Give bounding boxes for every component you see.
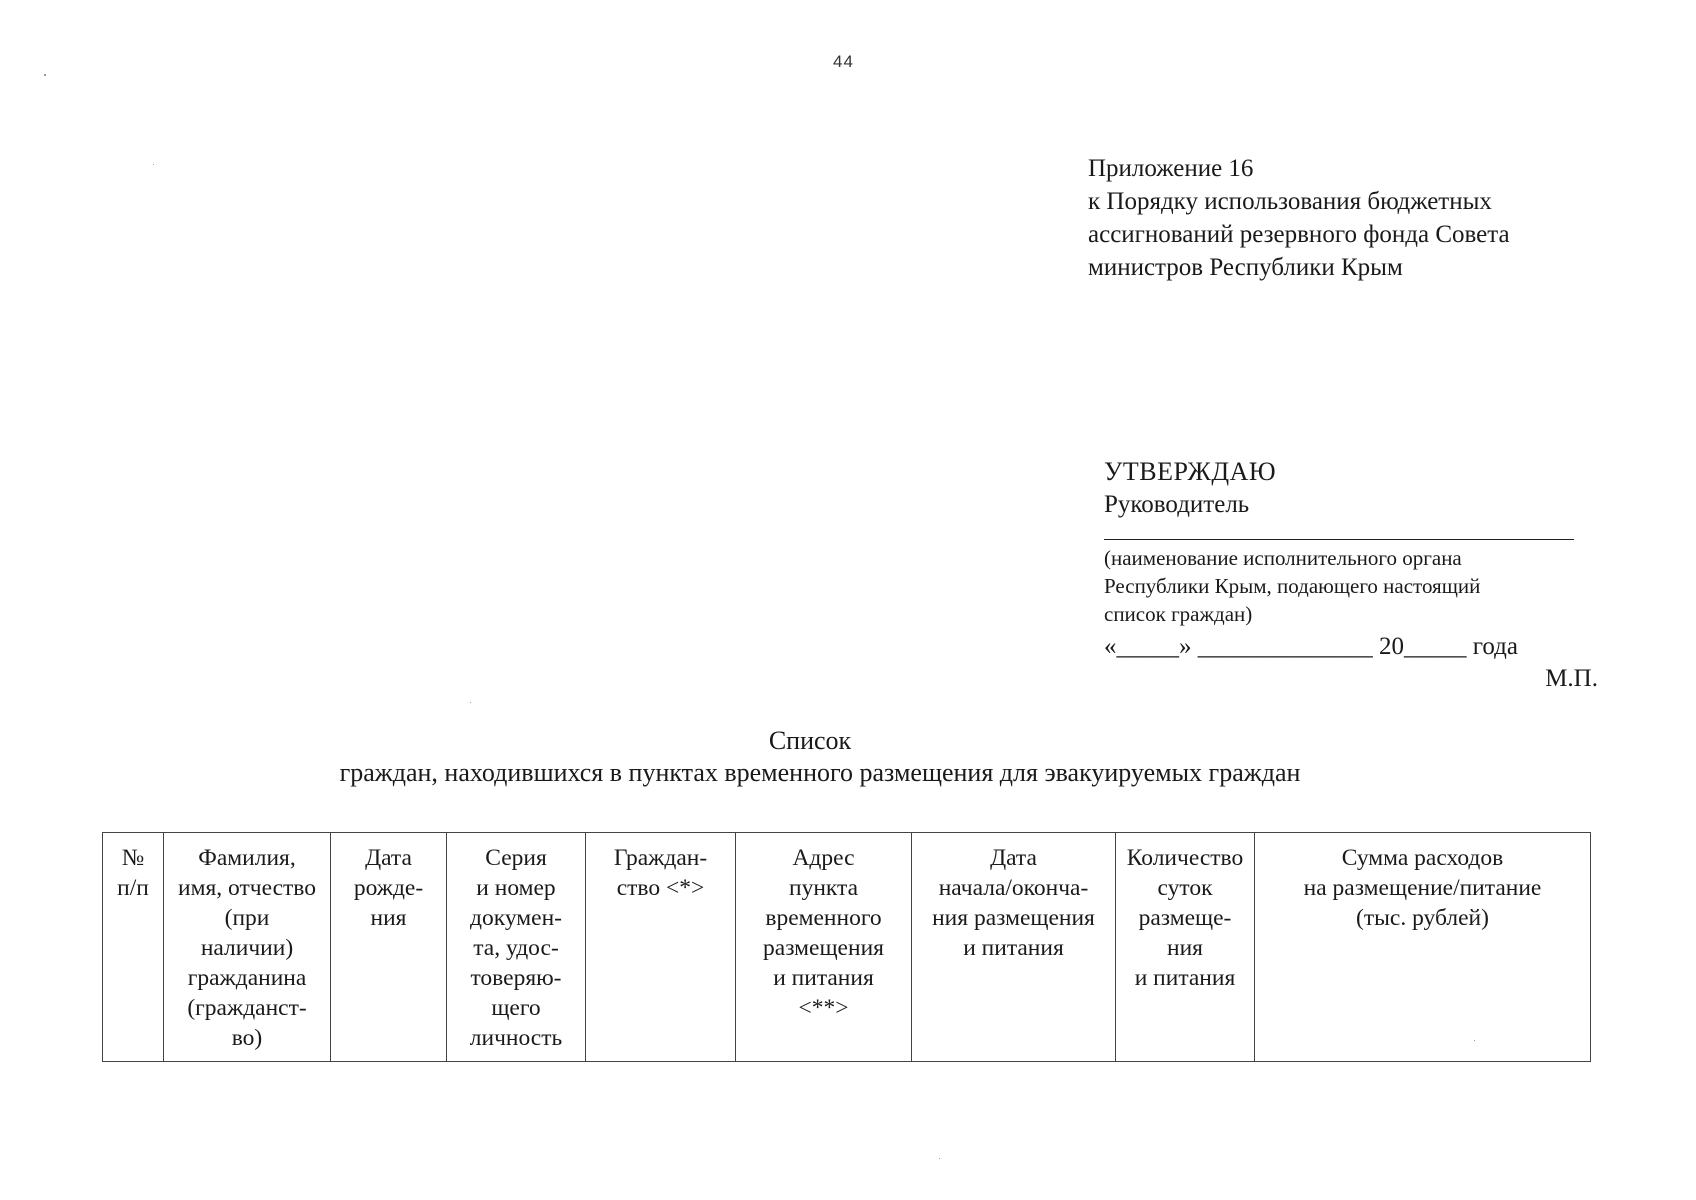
approval-block	[1104, 455, 1598, 694]
approval-role: Руководитель	[1104, 491, 1250, 518]
page-number: 44	[833, 52, 854, 71]
scan-speck	[939, 1158, 940, 1159]
appendix-block	[1088, 152, 1510, 284]
signature-line	[1104, 539, 1574, 540]
appendix-line: министров Республики Крым	[1088, 254, 1403, 281]
approval-note	[1104, 544, 1574, 628]
header-stay-dates: Дата начала/оконча- ния размещения и питания	[912, 833, 1116, 1062]
table-header-row	[103, 833, 1591, 1062]
scan-speck	[470, 702, 471, 703]
list-title: Список	[768, 726, 852, 755]
header-expense-sum: Сумма расходов на размещение/питание (тыс. рублей)	[1255, 833, 1591, 1062]
appendix-line: к Порядку использования бюджетных	[1088, 188, 1492, 215]
scan-speck	[153, 164, 154, 165]
header-full-name: Фамилия, имя, отчество (при наличии) гражданина (гражданст- во)	[164, 833, 331, 1062]
approval-note-line: (наименование исполнительного органа	[1104, 546, 1462, 570]
header-id-document: Серия и номер докумен- та, удос- товеряю- щего личность	[447, 833, 586, 1062]
approval-note-line: список граждан)	[1104, 602, 1253, 626]
header-number: № п/п	[103, 833, 164, 1062]
approval-title: УТВЕРЖДАЮ	[1104, 457, 1277, 486]
appendix-line: ассигнований резервного фонда Совета	[1088, 221, 1510, 248]
header-shelter-address: Адрес пункта временного размещения и питания <**>	[736, 833, 912, 1062]
appendix-line: Приложение 16	[1088, 155, 1254, 182]
list-subtitle: граждан, находившихся в пунктах временного размещения для эвакуируемых граждан	[339, 758, 1301, 787]
stamp-placeholder: М.П.	[1545, 665, 1598, 692]
header-days-count: Количество суток размеще- ния и питания	[1116, 833, 1255, 1062]
citizens-table	[102, 832, 1591, 1062]
scan-speck	[1474, 1040, 1475, 1041]
header-birth-date: Дата рожде- ния	[331, 833, 447, 1062]
approval-note-line: Республики Крым, подающего настоящий	[1104, 574, 1481, 598]
header-citizenship: Граждан- ство <*>	[586, 833, 736, 1062]
approval-date: «_____» ______________ 20_____ года	[1104, 633, 1518, 660]
scan-speck	[44, 74, 46, 76]
